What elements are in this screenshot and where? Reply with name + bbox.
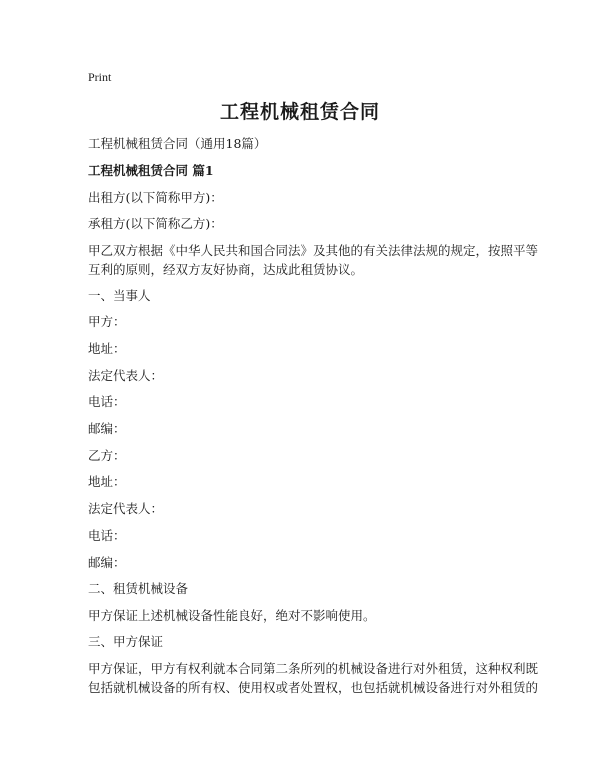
party-a-rep-label: 法定代表人：: [88, 368, 164, 383]
party-a-label: 甲方：: [88, 314, 126, 329]
party-a-address-label: 地址：: [88, 341, 126, 356]
party-b-postcode-label: 邮编：: [88, 555, 126, 570]
party-b-label: 乙方：: [88, 448, 126, 463]
party-a-postcode-label: 邮编：: [88, 421, 126, 436]
lessor-line: 出租方(以下简称甲方)：: [88, 190, 223, 205]
party-b-address-label: 地址：: [88, 474, 126, 489]
clause-1-heading: 一、当事人: [88, 288, 151, 303]
party-b-phone-label: 电话：: [88, 528, 126, 543]
clause-3-heading: 三、甲方保证: [88, 634, 164, 649]
print-link[interactable]: Print: [88, 70, 112, 84]
section-heading: 工程机械租赁合同 篇1: [88, 163, 214, 178]
lessee-line: 承租方(以下简称乙方)：: [88, 216, 223, 231]
document-title: 工程机械租赁合同: [219, 101, 380, 123]
document-subtitle: 工程机械租赁合同（通用18篇）: [88, 136, 267, 151]
clause-3-line-2: 包括就机械设备的所有权、使用权或者处置权，也包括就机械设备进行对外租赁的: [88, 680, 539, 695]
party-a-phone-label: 电话：: [88, 394, 126, 409]
intro-line-2: 互利的原则，经双方友好协商，达成此租赁协议。: [88, 262, 364, 277]
clause-2-heading: 二、租赁机械设备: [88, 581, 189, 596]
party-b-rep-label: 法定代表人：: [88, 501, 164, 516]
clause-2-text: 甲方保证上述机械设备性能良好，绝对不影响使用。: [88, 608, 376, 623]
clause-3-line-1: 甲方保证，甲方有权利就本合同第二条所列的机械设备进行对外租赁，这种权利既: [88, 661, 539, 676]
intro-line-1: 甲乙双方根据《中华人民共和国合同法》及其他的有关法律法规的规定，按照平等: [88, 243, 539, 258]
